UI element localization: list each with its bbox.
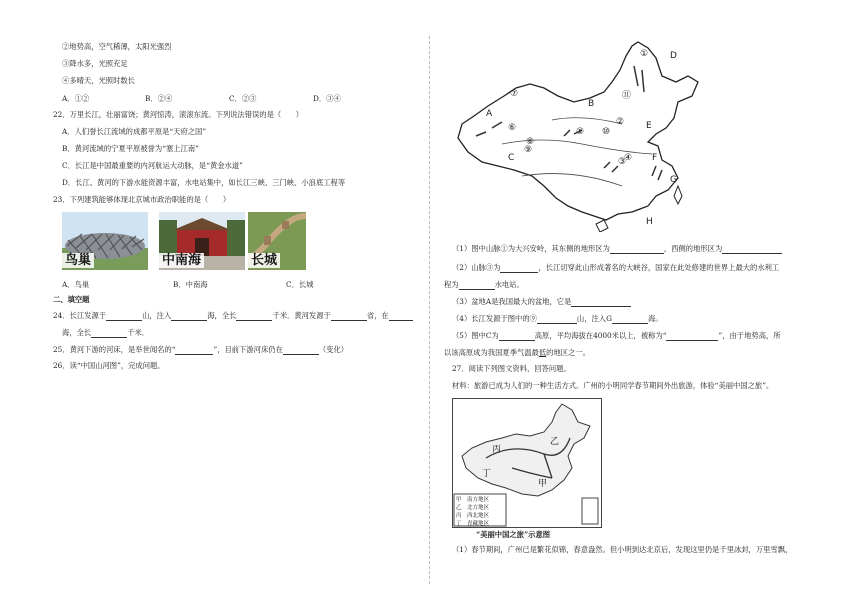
map-label-c: C: [508, 153, 515, 163]
q26-5-low: 低: [538, 348, 547, 357]
q25-text-3: （变化）: [318, 345, 349, 354]
q27-stem: 27．阅读下列图文资料，回答问题。: [452, 364, 571, 373]
map-label-n1: ①: [640, 49, 649, 59]
q22-option-d[interactable]: D．长江、黄河的下游水能资源丰富，水电站集中，如长江三峡、三门峡、小浪底工程等: [62, 178, 346, 187]
q24-blank-4[interactable]: [331, 312, 367, 321]
q26-1-line: [452, 244, 782, 254]
q26-2-line1: [452, 263, 779, 273]
photo-caption-great-wall: 长城: [248, 253, 280, 268]
q26-1-num: ①: [500, 244, 508, 253]
q21-answer-b[interactable]: B．②④: [145, 94, 173, 103]
q25-text-2: ”，目前下游河床仍在: [213, 345, 283, 354]
q26-4-text-2: 山，注入G: [576, 314, 612, 323]
map2-legend-bing: 丙 西北地区: [456, 513, 490, 519]
q26-3-text: （3）盆地A是我国最大的盆地，它是: [452, 297, 572, 306]
map-label-a: A: [486, 109, 493, 119]
q26-4-blank-1[interactable]: [537, 315, 577, 324]
map-label-h: H: [646, 217, 653, 227]
q24-blank-6[interactable]: [91, 329, 127, 338]
map2-south-sea-inset: [582, 498, 598, 524]
map2-legend-yi: 乙 北方地区: [456, 505, 490, 511]
q26-3-line: [452, 297, 631, 307]
map-label-n3: ③: [618, 157, 627, 167]
q26-4-blank-2[interactable]: [612, 315, 648, 324]
map-label-e: E: [646, 121, 652, 131]
q26-5-text-3: ”，由于地势高，所: [718, 331, 781, 340]
map-label-n11: ⑪: [622, 91, 632, 101]
q26-2-text-2: 为: [493, 263, 501, 272]
q22-option-b[interactable]: B．黄河流域的宁夏平原被誉为“塞上江南”: [62, 144, 199, 153]
q27-material: 材料：旅游已成为人们的一种生活方式。广州的小明同学春节期间外出旅游，体验“美丽中国之旅”。: [452, 381, 774, 390]
q26-1-text-2: 为大兴安岭，其东侧的地形区为: [507, 244, 610, 253]
map2-region-jia: 甲: [538, 479, 548, 489]
q26-1-blank-1[interactable]: [610, 245, 664, 254]
q23-stem: 23．下列建筑能够体现北京城市政治职能的是（ ）: [53, 195, 231, 204]
q26-1-text-3: ，西侧的地形区为: [663, 244, 723, 253]
china-mountains-map: [452, 36, 752, 232]
map-label-n2: ②: [616, 117, 625, 127]
q26-4-num: ⑨: [529, 314, 537, 323]
q24-text-1: 24．长江发源于: [53, 311, 107, 320]
q24-text-6: 海，全长: [62, 328, 92, 337]
photo-caption-birds-nest: 鸟巢: [62, 253, 94, 268]
q23-answer-b[interactable]: B．中南海: [173, 280, 208, 289]
q24-blank-3[interactable]: [236, 312, 272, 321]
q26-3-blank[interactable]: [571, 298, 631, 307]
q26-stem: 26．读“中国山河图”，完成问题。: [53, 361, 165, 370]
q25-blank-2[interactable]: [283, 346, 319, 355]
q24-line1: [53, 311, 413, 321]
q26-5-text-4: 以该高原成为我国夏季气温最: [444, 348, 539, 357]
q22-stem: 22．万里长江，壮丽富饶；黄河惊涛，滚滚东流。下列说法错误的是（ ）: [53, 110, 304, 119]
q24-blank-2[interactable]: [171, 312, 207, 321]
photo-caption-zhongnanhai: 中南海: [159, 253, 204, 268]
q24-text-5: 省，在: [366, 311, 389, 320]
q25-text-1: 25．黄河下游的河床，是举世闻名的“: [53, 345, 176, 354]
q26-2-text-1: （2）山脉: [452, 263, 486, 272]
q21-answer-d[interactable]: D．③④: [313, 94, 341, 103]
map-label-n5: ⑤: [576, 127, 585, 137]
q23-answer-a[interactable]: A．鸟巢: [62, 280, 90, 289]
q26-2-blank-1[interactable]: [500, 264, 538, 273]
map2-legend-jia: 甲 南方地区: [456, 497, 490, 503]
q24-blank-5[interactable]: [389, 312, 413, 321]
q27-1-text: （1）春节期间，广州已是繁花似锦，春意盎然。但小明到达北京后，发现这里仍是千里冰封，万里雪飘，: [452, 545, 793, 554]
q26-2-text-4: 程为: [444, 280, 459, 289]
q26-2-num: ③: [485, 263, 494, 272]
q24-text-7: 千米．: [127, 328, 150, 337]
q24-text-2: 山，注入: [142, 311, 172, 320]
map-label-n4: ④: [624, 153, 633, 163]
q26-2-line2: [444, 280, 524, 290]
q26-4-line: [452, 314, 663, 324]
map2-caption: “美丽中国之旅”示意图: [476, 530, 551, 539]
q26-5-text-2: 高原，平均海拔在4000米以上，被称为“: [534, 331, 667, 340]
q21-answer-c[interactable]: C．②③: [229, 94, 257, 103]
q24-blank-1[interactable]: [106, 312, 142, 321]
map-label-n10: ⑩: [602, 127, 611, 137]
map2-region-ding: 丁: [482, 469, 492, 479]
q26-1-blank-2[interactable]: [722, 245, 782, 254]
map-label-g: G: [670, 175, 677, 185]
q22-option-a[interactable]: A．人们誉长江流域的成都平原是“天府之国”: [62, 127, 207, 136]
q25-line: [53, 345, 348, 355]
map-label-n7: ⑦: [510, 89, 519, 99]
map2-region-bing: 丙: [492, 445, 502, 455]
map-label-n8: ⑧: [526, 137, 535, 147]
q24-text-4: 千米．黄河发源于: [272, 311, 331, 320]
q22-option-c[interactable]: C．长江是中国最重要的内河航运大动脉，是“黄金水道”: [62, 161, 243, 170]
q26-2-text-5: 水电站。: [494, 280, 524, 289]
q26-4-text-1: （4）长江发源于图中的: [452, 314, 530, 323]
q26-5-text-5: 的地区之一。: [546, 348, 590, 357]
q21-option-4: ④多晴天，光照时数长: [62, 76, 135, 85]
q26-5-line2: [444, 348, 590, 358]
q23-answer-c[interactable]: C．长城: [286, 280, 314, 289]
q26-4-text-3: 海。: [647, 314, 663, 323]
photo-great-wall: [248, 212, 306, 270]
map-label-d: D: [670, 51, 677, 61]
map-label-n6: ⑥: [508, 123, 517, 133]
column-divider: [429, 36, 430, 584]
q26-2-text-3: ，长江切穿此山形成著名的大峡谷，国家在此处修建的世界上最大的水利工: [538, 263, 780, 272]
map-label-f: F: [652, 153, 658, 163]
q21-answer-a[interactable]: A．①②: [62, 94, 90, 103]
q26-5-blank-2[interactable]: [666, 332, 718, 341]
q24-line2: [62, 328, 149, 338]
q26-2-blank-2[interactable]: [459, 281, 495, 290]
map2-legend-ding: 丁 青藏地区: [456, 521, 490, 527]
q26-5-blank-1[interactable]: [499, 332, 535, 341]
map-label-b: B: [588, 99, 595, 109]
q21-option-3: ③降水多，光照充足: [62, 59, 128, 68]
q26-1-text-1: （1）图中山脉: [452, 244, 501, 253]
map-label-n9: ⑨: [524, 145, 533, 155]
beautiful-china-trip-map: [452, 398, 602, 528]
q26-5-text-1: （5）图中C为: [452, 331, 499, 340]
q25-blank-1[interactable]: [175, 346, 213, 355]
photo-birds-nest: [62, 212, 148, 270]
photo-zhongnanhai: [159, 212, 245, 270]
q21-option-2: ②地势高，空气稀薄，太阳光强烈: [62, 42, 172, 51]
section-fill-in-title: 二、填空题: [53, 295, 90, 304]
map2-region-yi: 乙: [550, 437, 560, 447]
q24-text-3: 海，全长: [207, 311, 237, 320]
q26-5-line1: [452, 331, 781, 341]
